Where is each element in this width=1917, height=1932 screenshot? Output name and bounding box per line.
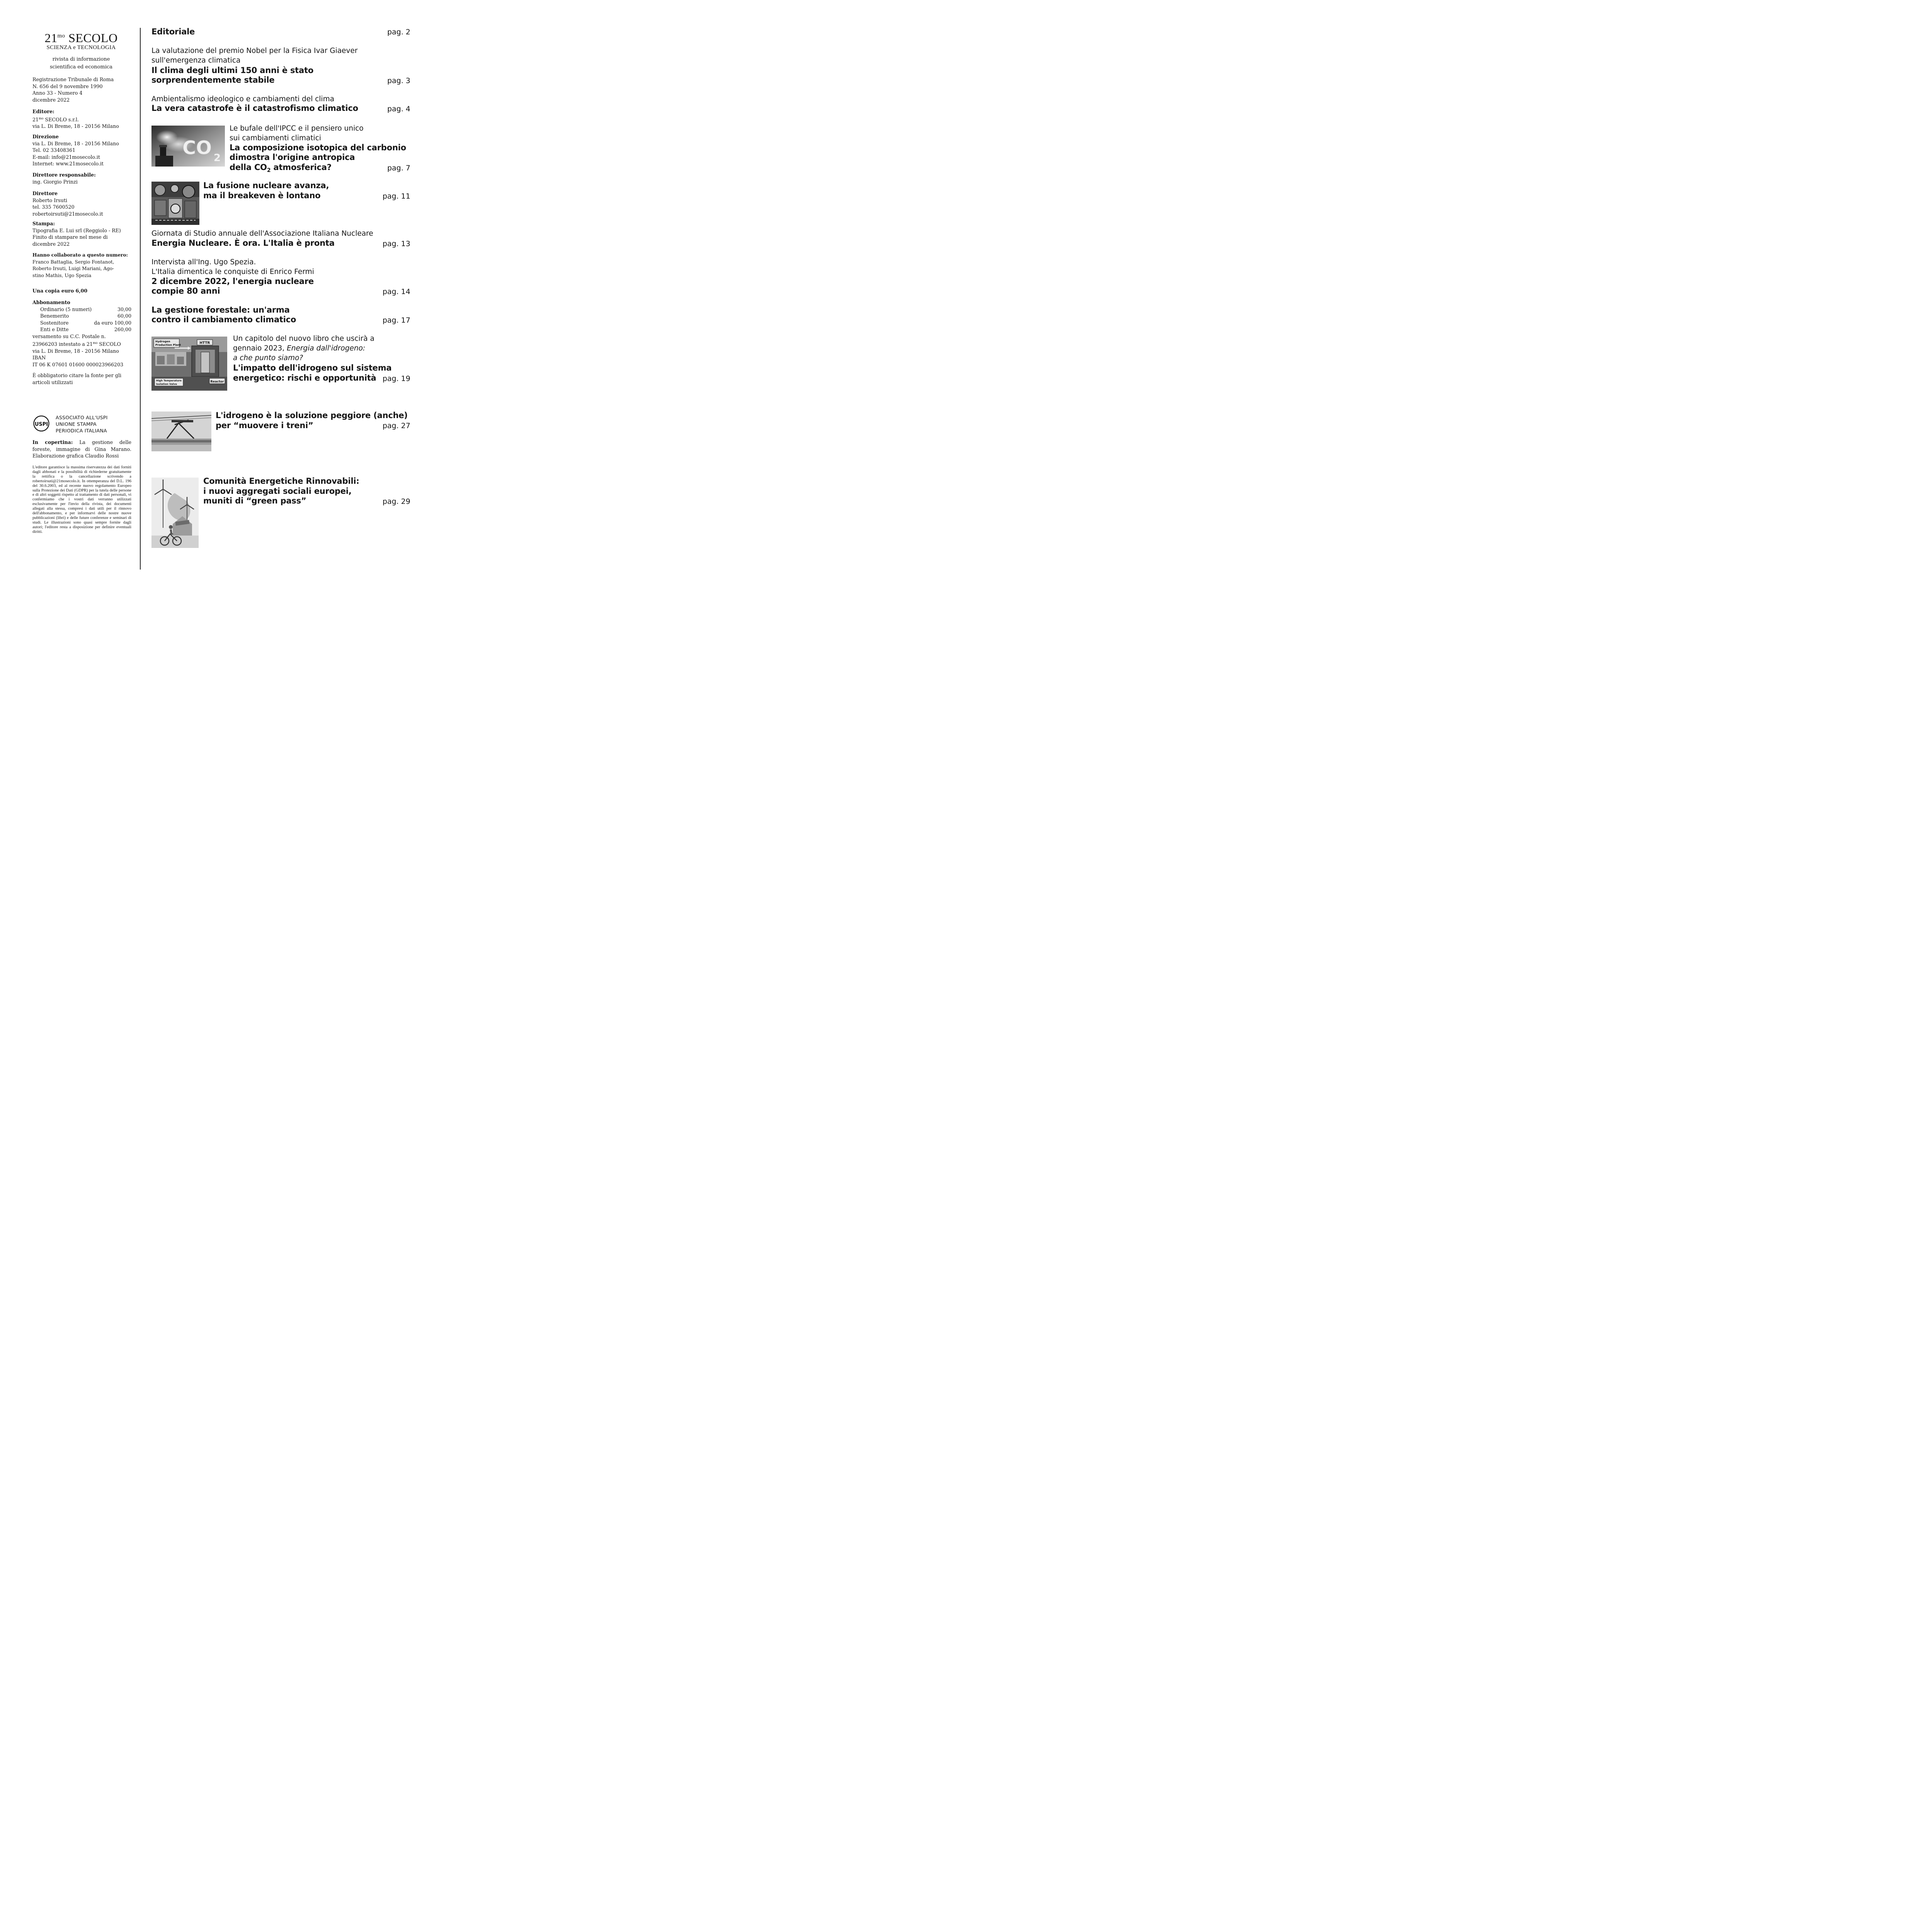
- svg-text:CO: CO: [182, 137, 212, 159]
- toc-title[interactable]: L'impatto dell'idrogeno sul sistema: [233, 363, 392, 372]
- svg-text:Production Plant: Production Plant: [155, 344, 181, 347]
- toc-title[interactable]: L'idrogeno è la soluzione peggiore (anche): [216, 411, 408, 420]
- toc-title[interactable]: Comunità Energetiche Rinnovabili:: [203, 476, 359, 486]
- svg-text:Isolation Valve: Isolation Valve: [156, 383, 177, 386]
- svg-text:High Temperature: High Temperature: [156, 379, 182, 382]
- registration-block: Registrazione Tribunale di Roma N. 656 del 9 novembre 1990 Anno 33 - Numero 4 dicembre 2022: [32, 77, 114, 103]
- fusion-reactor-image: [151, 182, 199, 225]
- toc-title[interactable]: contro il cambiamento climatico: [151, 315, 296, 324]
- toc-page[interactable]: pag. 2: [387, 28, 410, 36]
- toc-kicker: Le bufale dell'IPCC e il pensiero unico: [230, 124, 364, 133]
- abbonamento-row: Ordinario (5 numeri) 30,00: [40, 306, 131, 312]
- stampa-block: Stampa: Tipografia E. Lui srl (Reggiolo - RE) Finito di stampare nel mese di dicembre 2022: [32, 221, 121, 247]
- toc-title[interactable]: Energia Nucleare. È ora. L'Italia è pronta: [151, 238, 335, 248]
- direttore-block: Direttore Roberto Irsuti tel. 335 7600520 robertoirsuti@21mosecolo.it: [32, 190, 103, 217]
- toc-title[interactable]: per “muovere i treni”: [216, 421, 313, 430]
- uspi-association: [33, 414, 141, 434]
- svg-text:HTTR: HTTR: [199, 341, 210, 345]
- toc-title[interactable]: La fusione nucleare avanza,: [203, 181, 329, 190]
- toc-title[interactable]: La vera catastrofe è il catastrofismo climatico: [151, 104, 358, 113]
- toc-page[interactable]: pag. 4: [387, 105, 410, 113]
- svg-text:USPI: USPI: [34, 422, 48, 427]
- toc-title[interactable]: Il clima degli ultimi 150 anni è stato: [151, 66, 314, 75]
- masthead-subtitle: SCIENZA e TECNOLOGIA: [46, 44, 116, 51]
- toc-title[interactable]: sorprendentemente stabile: [151, 75, 275, 85]
- toc-kicker: Ambientalismo ideologico e cambiamenti del clima: [151, 95, 335, 103]
- cover-credit: In copertina: La gestione delle foreste, immagine di Gina Marano. Elaborazione grafica Claudio Rossi: [32, 439, 131, 459]
- toc-kicker: sull'emergenza climatica: [151, 56, 241, 65]
- svg-text:Reactor: Reactor: [210, 380, 224, 383]
- editore-block: Editore: $21^{mo}$ SECOLO s.r.l. via L. Di Breme, 18 - 20156 Milano: [32, 109, 119, 129]
- toc-page[interactable]: pag. 29: [382, 497, 410, 506]
- toc-page[interactable]: pag. 13: [382, 240, 410, 248]
- abbonamento-row: Benemerito 60,00: [40, 313, 131, 319]
- toc-page[interactable]: pag. 14: [382, 287, 410, 296]
- energy-community-illustration: [151, 478, 199, 548]
- tagline: rivista di informazione scientifica ed economica: [49, 56, 113, 70]
- abbonamento-row: Enti e Ditte 260,00: [40, 327, 131, 332]
- copia-price: Una copia euro 6,00: [32, 288, 88, 294]
- toc-kicker: Giornata di Studio annuale dell'Associazione Italiana Nucleare: [151, 230, 373, 238]
- toc-kicker: gennaio 2023, Energia dall'idrogeno:: [233, 344, 366, 352]
- httr-hydrogen-plant-image: [151, 337, 227, 391]
- toc-title[interactable]: energetico: rischi e opportunità: [233, 373, 376, 383]
- uspi-logo: [33, 415, 49, 432]
- toc-title[interactable]: ma il breakeven è lontano: [203, 191, 321, 200]
- toc-title[interactable]: La composizione isotopica del carbonio: [230, 143, 407, 152]
- collaboratori-block: Hanno collaborato a questo numero: Franco Battaglia, Sergio Fontanot, Roberto Irsuti, Luigi Mariani, Ago- stino Mathis, Ugo Spezia: [32, 252, 128, 278]
- toc-title[interactable]: compie 80 anni: [151, 286, 220, 296]
- toc-kicker: sui cambiamenti climatici: [230, 134, 321, 142]
- toc-title[interactable]: muniti di “green pass”: [203, 496, 306, 505]
- toc-title[interactable]: i nuovi aggregati sociali europei,: [203, 486, 352, 496]
- toc-kicker: Un capitolo del nuovo libro che uscirà a: [233, 335, 374, 343]
- toc-title[interactable]: della $CO_2$ atmosferica?: [230, 163, 332, 174]
- fonte-notice: È obbligatorio citare la fonte per gli articoli utilizzati: [32, 372, 121, 385]
- uspi-text: ASSOCIATO ALL'USPI UNIONE STAMPA PERIODICA ITALIANA: [56, 415, 108, 434]
- direttore-responsabile-block: Direttore responsabile: ing. Giorgio Prinzi: [32, 172, 96, 185]
- masthead: [23, 29, 139, 51]
- toc-page[interactable]: pag. 11: [382, 192, 410, 201]
- toc-title[interactable]: La gestione forestale: un'arma: [151, 305, 290, 315]
- column-divider: [140, 28, 141, 570]
- abbonamento-row: Sostenitore da euro 100,00: [40, 320, 131, 326]
- toc-page[interactable]: pag. 19: [382, 374, 410, 383]
- toc-page[interactable]: pag. 17: [382, 316, 410, 325]
- toc-page[interactable]: pag. 7: [387, 164, 410, 172]
- toc-title[interactable]: dimostra l'origine antropica: [230, 153, 355, 162]
- toc-page[interactable]: pag. 3: [387, 77, 410, 85]
- abbonamento-block: Abbonamento Ordinario (5 numeri) 30,00 Benemerito 60,00 Sostenitore da euro 100,00 Enti e Ditte 260,00 versamento su C.C. Postale n. 23966203 intestato a $21^{mo}$ SECOLO via L. Di Breme, 18 - 20156 Milano IBAN IT 06 K 07601 01600 000023966203: [32, 299, 131, 367]
- toc-kicker: L'Italia dimentica le conquiste di Enrico Fermi: [151, 268, 314, 276]
- masthead-title: $21^{mo}$ SECOLO: [44, 31, 118, 45]
- iban: IT 06 K 07601 01600 000023966203: [32, 361, 124, 367]
- train-pantograph-image: [151, 412, 211, 451]
- direzione-block: Direzione via L. Di Breme, 18 - 20156 Milano Tel. 02 33408361 E-mail: info@21mosecolo.it Internet: www.21mosecolo.it: [32, 134, 119, 167]
- toc-kicker: a che punto siamo?: [233, 354, 303, 362]
- svg-text:Hydrogen: Hydrogen: [155, 340, 170, 343]
- toc-title[interactable]: 2 dicembre 2022, l'energia nucleare: [151, 277, 314, 286]
- privacy-notice: L'editore garantisce la massima riservatezza dei dati forniti dagli abbonati e la possibilità di richiederne gratuitamente la rettifica o la cancellazione scrivendo a robertoirsuti@21mosecolo.it. In ottemperanza del D.L. 196 del 30.6.2003, ed al recente nuovo regolamento Europeo sulla Protezione dei Dati (GDPR) per la tutela delle persone e di altri soggetti rispetto al trattamento di dati personali, vi confermiamo che i vostri dati verranno utilizzati esclusivamente per l'invio della rivista, dei documenti allegati alla stessa, compresi i dati utili per il rinnovo dell'abbonamento, e per informarvi delle nostre nuove pubblicazioni (libri) e delle future conferenze e seminari di studi. Le illustrazioni sono quasi sempre fornite dagli autori; l'editore resta a disposizione per definire eventuali diritti.: [32, 465, 131, 534]
- toc-kicker: Intervista all'Ing. Ugo Spezia.: [151, 258, 256, 266]
- svg-text:2: 2: [213, 152, 221, 164]
- toc-page[interactable]: pag. 27: [382, 422, 410, 430]
- co2-smokestack-image: [151, 126, 225, 167]
- toc-title[interactable]: Editoriale: [151, 27, 195, 36]
- toc-kicker: La valutazione del premio Nobel per la Fisica Ivar Giaever: [151, 47, 358, 55]
